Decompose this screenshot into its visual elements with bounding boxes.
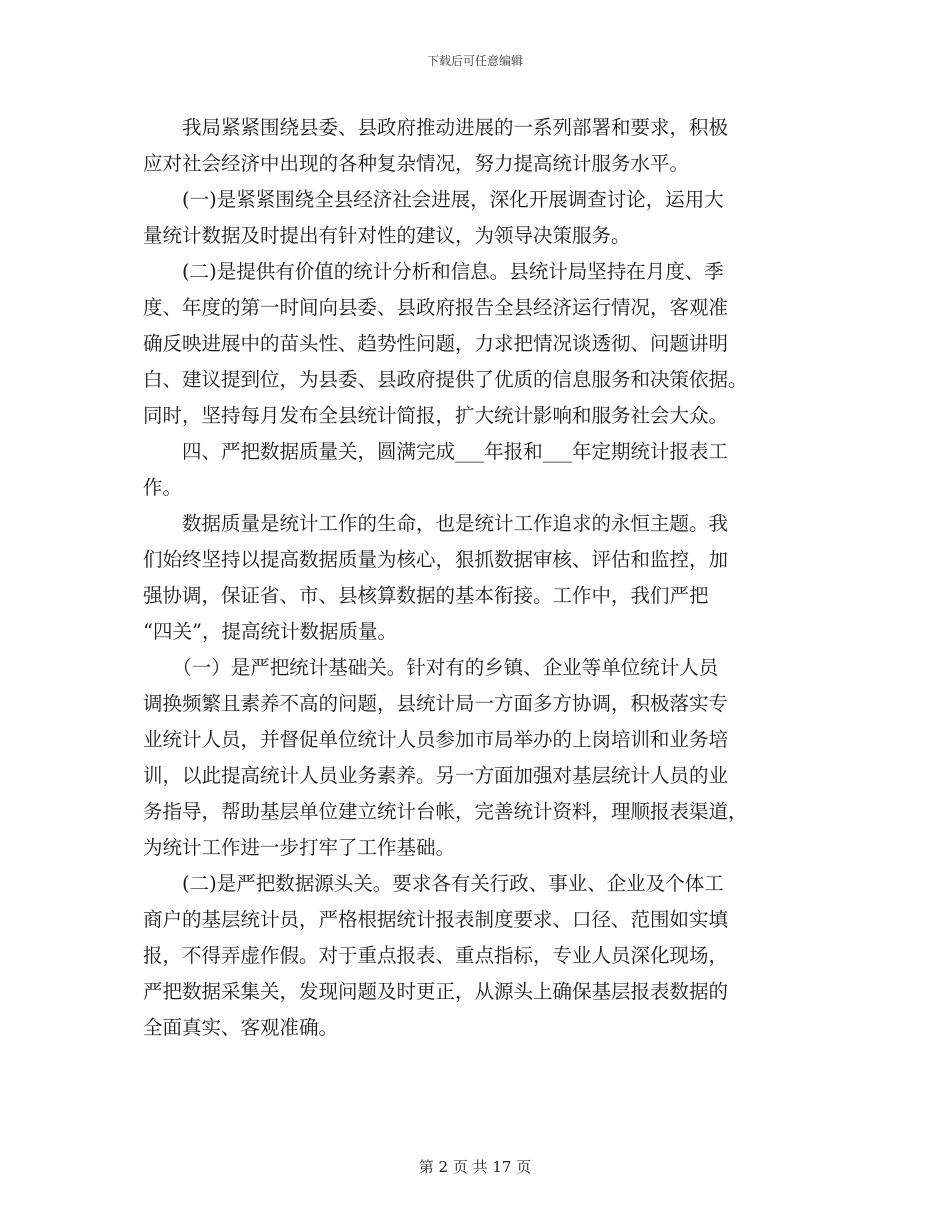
document-body (143, 110, 808, 1046)
paragraph-line: 强协调，保证省、市、县核算数据的基本衔接。工作中，我们严把 (143, 584, 709, 607)
paragraph-line: 量统计数据及时提出有针对性的建议，为领导决策服务。 (143, 224, 631, 247)
paragraph-line: 确反映进展中的苗头性、趋势性问题，力求把情况谈透彻、问题讲明 (143, 332, 729, 355)
paragraph (143, 110, 808, 182)
paragraph-line: 务指导，帮助基层单位建立统计台帐，完善统计资料，理顺报表渠道， (143, 800, 748, 823)
paragraph-line: 调换频繁且素养不高的问题，县统计局一方面多方协调，积极落实专 (143, 692, 729, 715)
paragraph-line: 同时，坚持每月发布全县统计简报，扩大统计影响和服务社会大众。 (143, 404, 729, 427)
paragraph (143, 434, 808, 506)
paragraph-line: (二)是提供有价值的统计分析和信息。县统计局坚持在月度、季 (143, 260, 724, 283)
paragraph-line: 全面真实、客观准确。 (143, 1016, 339, 1039)
paragraph (143, 650, 808, 866)
page-header-note: 下载后可任意编辑 (426, 54, 523, 68)
paragraph-line: 商户的基层统计员，严格根据统计报表制度要求、口径、范围如实填 (143, 908, 729, 931)
paragraph-line: （一）是严把统计基础关。针对有的乡镇、企业等单位统计人员 (143, 656, 719, 679)
paragraph-line: 业统计人员，并督促单位统计人员参加市局举办的上岗培训和业务培 (143, 728, 729, 751)
paragraph-line: “四关”，提高统计数据质量。 (143, 620, 397, 643)
paragraph-line: (一)是紧紧围绕全县经济社会进展，深化开展调查讨论，运用大 (143, 188, 724, 211)
paragraph (143, 182, 808, 254)
paragraph-line: (二)是严把数据源头关。要求各有关行政、事业、企业及个体工 (143, 872, 724, 895)
paragraph (143, 506, 808, 650)
paragraph-line: 严把数据采集关，发现问题及时更正，从源头上确保基层报表数据的 (143, 980, 729, 1003)
paragraph-line: 数据质量是统计工作的生命，也是统计工作追求的永恒主题。我 (143, 512, 729, 535)
paragraph-line: 四、严把数据质量关，圆满完成___年报和___年定期统计报表工 (143, 440, 729, 463)
paragraph-line: 白、建议提到位，为县委、县政府提供了优质的信息服务和决策依据。 (143, 368, 748, 391)
paragraph-line: 应对社会经济中出现的各种复杂情况，努力提高统计服务水平。 (143, 152, 690, 175)
paragraph (143, 254, 808, 434)
paragraph-line: 训，以此提高统计人员业务素养。另一方面加强对基层统计人员的业 (143, 764, 729, 787)
paragraph (143, 866, 808, 1046)
paragraph-line: 我局紧紧围绕县委、县政府推动进展的一系列部署和要求，积极 (143, 116, 729, 139)
page-number-footer: 第 2 页 共 17 页 (418, 1158, 532, 1176)
paragraph-line: 度、年度的第一时间向县委、县政府报告全县经济运行情况，客观准 (143, 296, 729, 319)
paragraph-line: 为统计工作进一步打牢了工作基础。 (143, 836, 456, 859)
paragraph-line: 报，不得弄虚作假。对于重点报表、重点指标，专业人员深化现场， (143, 944, 729, 967)
paragraph-line: 作。 (143, 476, 183, 499)
paragraph-line: 们始终坚持以提高数据质量为核心，狠抓数据审核、评估和监控，加 (143, 548, 729, 571)
